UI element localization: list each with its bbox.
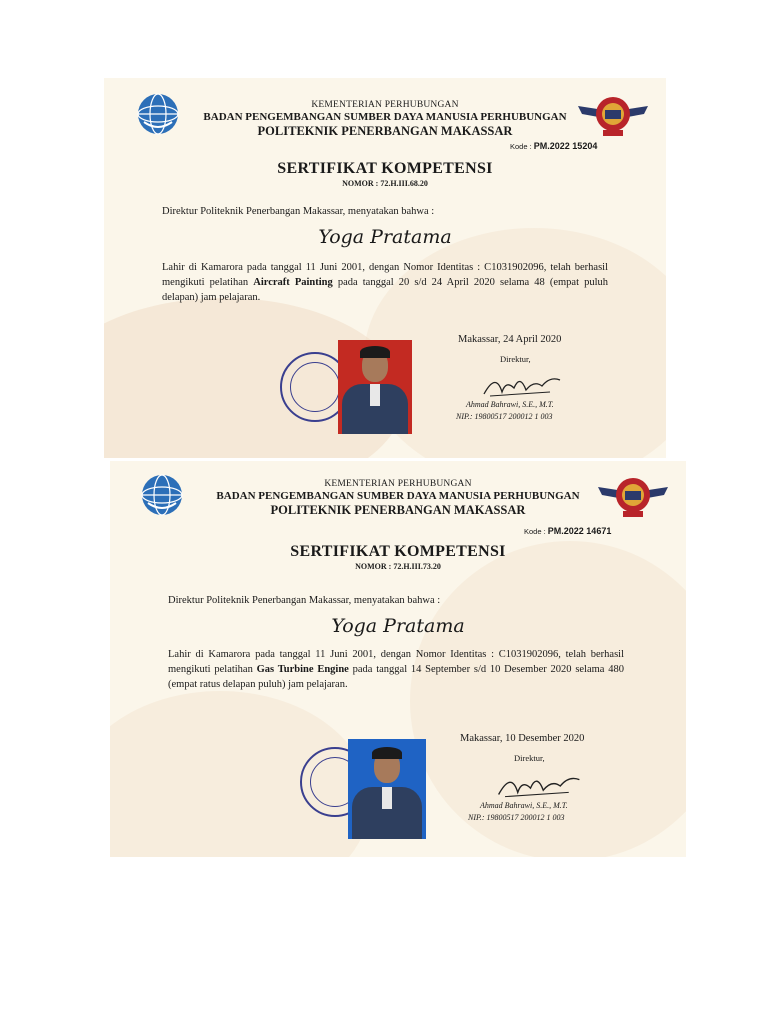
place-and-date: Makassar, 24 April 2020 [458, 334, 562, 345]
recipient-name: Yoga Pratama [318, 226, 452, 248]
director-statement: Direktur Politeknik Penerbangan Makassar, menyatakan bahwa : [162, 206, 435, 217]
body-intro: Lahir di Kamarora pada tanggal 11 Juni 2001, dengan Nomor Identitas : C1031902096, telah berhasil mengikuti pelatihan [162, 262, 608, 289]
signer-title: Direktur, [500, 354, 531, 364]
certificate-body [162, 260, 608, 306]
signer-title: Direktur, [514, 753, 545, 763]
number-label: NOMOR : [342, 179, 379, 188]
certificate-2 [110, 461, 686, 857]
certificate-code [510, 141, 597, 151]
code-label: Kode : [510, 142, 532, 151]
agency-name: BADAN PENGEMBANGAN SUMBER DAYA MANUSIA PERHUBUNGAN [216, 489, 580, 502]
agency-name: BADAN PENGEMBANGAN SUMBER DAYA MANUSIA PERHUBUNGAN [203, 110, 567, 123]
certificate-body [168, 647, 624, 693]
body-details: pada tanggal 20 s/d 24 April 2020 selama 48 (empat puluh delapan) jam pelajaran. [162, 277, 608, 304]
signer-nip: NIP.: 19800517 200012 1 003 [468, 813, 565, 822]
recipient-photo [348, 739, 426, 839]
number-label: NOMOR : [355, 562, 392, 571]
code-value: PM.2022 15204 [533, 141, 598, 151]
body-intro: Lahir di Kamarora pada tanggal 11 Juni 2001, dengan Nomor Identitas : C1031902096, telah berhasil mengikuti pelatihan [168, 649, 624, 676]
signer-name: Ahmad Bahrawi, S.E., M.T. [466, 400, 554, 409]
body-details: pada tanggal 14 September s/d 10 Desember 2020 selama 480 (empat ratus delapan puluh) jam pelajaran. [168, 664, 624, 691]
certificate-title: SERTIFIKAT KOMPETENSI [277, 160, 493, 177]
director-statement: Direktur Politeknik Penerbangan Makassar, menyatakan bahwa : [168, 595, 441, 606]
number-value: 72.H.III.68.20 [380, 179, 428, 188]
certificate-number [110, 562, 686, 571]
institution-name: POLITEKNIK PENERBANGAN MAKASSAR [257, 123, 513, 138]
certificate-number [104, 179, 666, 188]
training-name: Aircraft Painting [253, 277, 333, 289]
ministry-name: KEMENTERIAN PERHUBUNGAN [311, 100, 459, 110]
code-value: PM.2022 14671 [547, 526, 612, 536]
place-and-date: Makassar, 10 Desember 2020 [460, 733, 585, 744]
certificate-1 [104, 78, 666, 458]
certificate-code [524, 526, 611, 536]
ministry-name: KEMENTERIAN PERHUBUNGAN [324, 479, 472, 489]
code-label: Kode : [524, 527, 546, 536]
number-value: 72.H.III.73.20 [393, 562, 441, 571]
signature-icon [494, 769, 584, 803]
polytechnic-wings-emblem-icon [596, 473, 670, 519]
recipient-name: Yoga Pratama [331, 615, 465, 637]
signer-name: Ahmad Bahrawi, S.E., M.T. [480, 801, 568, 810]
recipient-photo [338, 340, 412, 434]
training-name: Gas Turbine Engine [256, 664, 349, 676]
signer-nip: NIP.: 19800517 200012 1 003 [456, 412, 553, 421]
polytechnic-wings-emblem-icon [576, 92, 650, 138]
certificate-title: SERTIFIKAT KOMPETENSI [290, 543, 506, 560]
signature-icon [480, 370, 564, 402]
institution-name: POLITEKNIK PENERBANGAN MAKASSAR [270, 502, 526, 517]
